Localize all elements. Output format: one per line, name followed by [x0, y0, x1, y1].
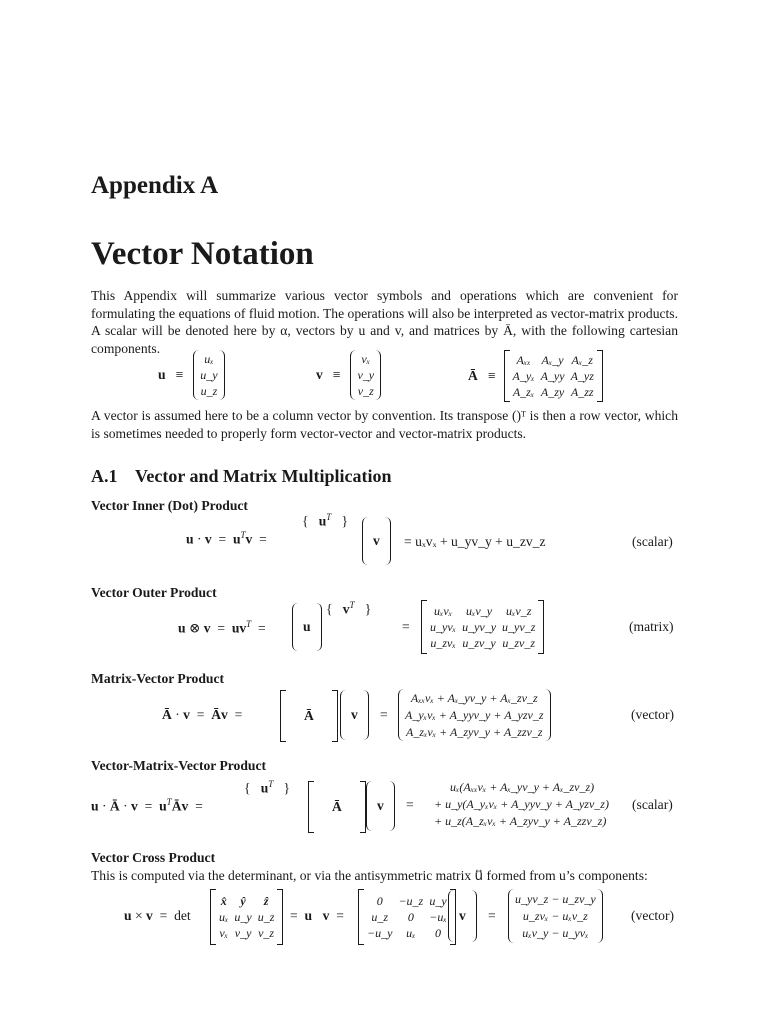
eq-outer-lhs: u ⊗ $v = uv^T$ =: [178, 619, 266, 636]
tag-vector-cross: (vector): [631, 908, 675, 923]
subsection-vmv: Vector-Matrix-Vector Product: [91, 758, 267, 773]
eq-dot-lhs: $u \cdot v = u^Tv$ =: [186, 530, 267, 547]
eq-vmv-A: Ā: [308, 781, 366, 833]
eq-cross-lhs: u × v = det: [124, 908, 191, 923]
eq-matvec-A: Ā: [280, 690, 338, 742]
subsection-outer: Vector Outer Product: [91, 585, 217, 600]
def-A-matrix: Aₓₓ Aₓ_y Aₓ_z A_yₓ A_yy A_yz A_zₓ A_zy A_zz: [512, 353, 594, 399]
intro-paragraph: This Appendix will summarize various vector symbols and operations which are convenient for formulating the equations of fluid motion. The operations will also be interpreted as vector-matrix products. A scalar will be denoted here by α, vectors by u and v, and matrices by Ā, with the following cartesian components.: [91, 288, 678, 356]
eq-cross-anti: 0 −u_z u_y u_z 0 −uₓ −u_y uₓ 0: [358, 889, 456, 945]
eq-vmv-equals: =: [406, 797, 414, 812]
cross-paragraph: This is computed via the determinant, or via the antisymmetric matrix u⃡ formed from u’s components:: [91, 868, 648, 883]
page-title: Vector Notation: [91, 236, 314, 272]
eq-cross-v: v: [448, 890, 477, 942]
eq-outer-matrix: uₓvₓ uₓv_y uₓv_z u_yvₓ u_yv_y u_yv_z u_zvₓ u_zv_y u_zv_z: [421, 600, 544, 654]
def-u-vector: uₓ u_y u_z: [200, 352, 218, 398]
def-A: Ā ≡ Aₓₓ Aₓ_y Aₓ_z A_yₓ A_yy A_yz A_zₓ A_zy A_zz: [468, 350, 603, 402]
eq-dot-row: { $u^T$ }: [302, 512, 349, 529]
subsection-cross: Vector Cross Product: [91, 850, 216, 865]
eq-matvec-v: v: [340, 690, 369, 740]
eq-vmv-row: { $u^T$ }: [244, 779, 291, 796]
eq-vmv-v: v: [366, 781, 395, 831]
tag-vector-matvec: (vector): [631, 707, 675, 722]
eq-vmv-result: uₓ(Aₓₓvₓ + Aₓ_yv_y + Aₓ_zv_z) + u_y(A_yₓvₓ + A_yyv_y + A_yzv_z) + u_z(A_zₓvₓ + A_zyv_y + A_zzv_z): [434, 780, 609, 828]
transpose-paragraph: A vector is assumed here to be a column vector by convention. Its transpose ()ᵀ is then a row vector, which is sometimes needed to properly form vector-vector and vector-matrix products.: [91, 408, 678, 441]
eq-dot-rhs: = uₓvₓ + u_yv_y + u_zv_z: [404, 534, 546, 549]
eq-outer-equals: =: [402, 619, 410, 634]
eq-cross-result: u_yv_z − u_zv_y u_zvₓ − uₓv_z uₓv_y − u_yvₓ: [508, 889, 603, 943]
appendix-label: Appendix A: [91, 172, 219, 199]
eq-outer-col: u: [292, 603, 322, 651]
eq-cross-mid: = u⃡v =: [290, 908, 344, 923]
eq-cross-det: x̂ ŷ ẑ uₓ u_y u_z vₓ v_y v_z: [210, 889, 283, 945]
tag-scalar-vmv: (scalar): [632, 797, 673, 812]
eq-dot-col: v: [362, 517, 391, 565]
tag-scalar-dot: (scalar): [632, 534, 673, 549]
subsection-matvec: Matrix-Vector Product: [91, 671, 225, 686]
tag-matrix: (matrix): [629, 619, 674, 634]
def-v-vector: vₓ v_y v_z: [357, 352, 375, 398]
def-v: v ≡ vₓ v_y v_z: [316, 350, 381, 400]
eq-matvec-lhs: Ā · v = Āv =: [162, 707, 243, 722]
eq-cross-equals: =: [488, 908, 496, 923]
def-u: u ≡ uₓ u_y u_z: [158, 350, 225, 400]
eq-vmv-lhs: u · Ā · $v = u^TĀv$ =: [91, 797, 203, 814]
eq-matvec-result: Aₓₓvₓ + Aₓ_yv_y + Aₓ_zv_z A_yₓvₓ + A_yyv_y + A_yzv_z A_zₓvₓ + A_zyv_y + A_zzv_z: [398, 689, 551, 741]
eq-outer-row: { $v^T$ }: [326, 600, 372, 617]
section-heading: A.1 Vector and Matrix Multiplication: [91, 466, 392, 486]
subsection-dot: Vector Inner (Dot) Product: [91, 498, 248, 513]
eq-matvec-equals: =: [380, 707, 388, 722]
